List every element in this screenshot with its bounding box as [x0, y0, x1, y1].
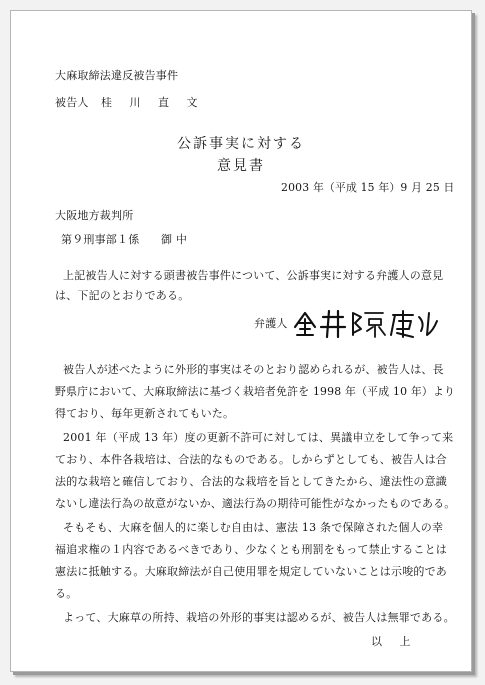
body-line: 福追求権の１内容であるべきであり、少なくとも刑罰をもって禁止することは [55, 543, 447, 556]
body-line: 得ており、毎年更新されてもいた。 [55, 407, 235, 420]
body-line: る。 [55, 587, 78, 600]
body-line: 法的な栽培と確信しており、合法的な栽培を旨としてきたから、違法性の意識 [55, 475, 447, 488]
body-line: ており、本件各栽培は、合法的なものである。しからずとしても、被告人は合 [55, 453, 447, 466]
intro-line: は、下記のとおりである。 [55, 289, 190, 302]
court-name: 大阪地方裁判所 [55, 209, 134, 222]
document-title-line1: 公訴事実に対する [177, 136, 305, 152]
signature-label: 弁護人 [254, 317, 288, 330]
case-title: 大麻取締法違反被告事件 [55, 69, 179, 82]
body-line: 憲法に抵触する。大麻取締法が自己使用罪を規定していないことは示唆的であ [55, 565, 447, 578]
court-division: 第９刑事部１係 [61, 233, 140, 246]
document-date: 2003 年（平成 15 年）9 月 25 日 [281, 181, 455, 194]
defendant-label: 被告人 [55, 96, 89, 109]
document-body [11, 11, 471, 671]
document-title-line2: 意見書 [217, 158, 265, 174]
body-line: そもそも、大麻を個人的に楽しむ自由は、憲法 13 条で保障された個人の幸 [63, 521, 444, 534]
intro-line: 上記被告人に対する頭書被告事件について、公訴事実に対する弁護人の意見 [63, 269, 444, 282]
handwritten-signature [291, 301, 441, 341]
body-line: よって、大麻草の所持、栽培の外形的事実は認めるが、被告人は無罪である。 [63, 611, 455, 624]
body-line: 野県庁において、大麻取締法に基づく栽培者免許を 1998 年（平成 10 年）より [55, 385, 456, 398]
body-line: 2001 年（平成 13 年）度の更新不許可に対しては、異議申立をして争って来 [63, 431, 454, 444]
body-line: ないし違法行為の故意がないか、適法行為の期待可能性がなかったものである。 [55, 497, 456, 510]
document-page [10, 10, 472, 672]
defendant-name: 桂 川 直 文 [101, 96, 205, 109]
honorific: 御 中 [161, 233, 188, 246]
closing-mark: 以 上 [371, 635, 418, 648]
body-line: 被告人が述べたように外形的事実はそのとおり認められるが、被告人は、長 [63, 363, 444, 376]
